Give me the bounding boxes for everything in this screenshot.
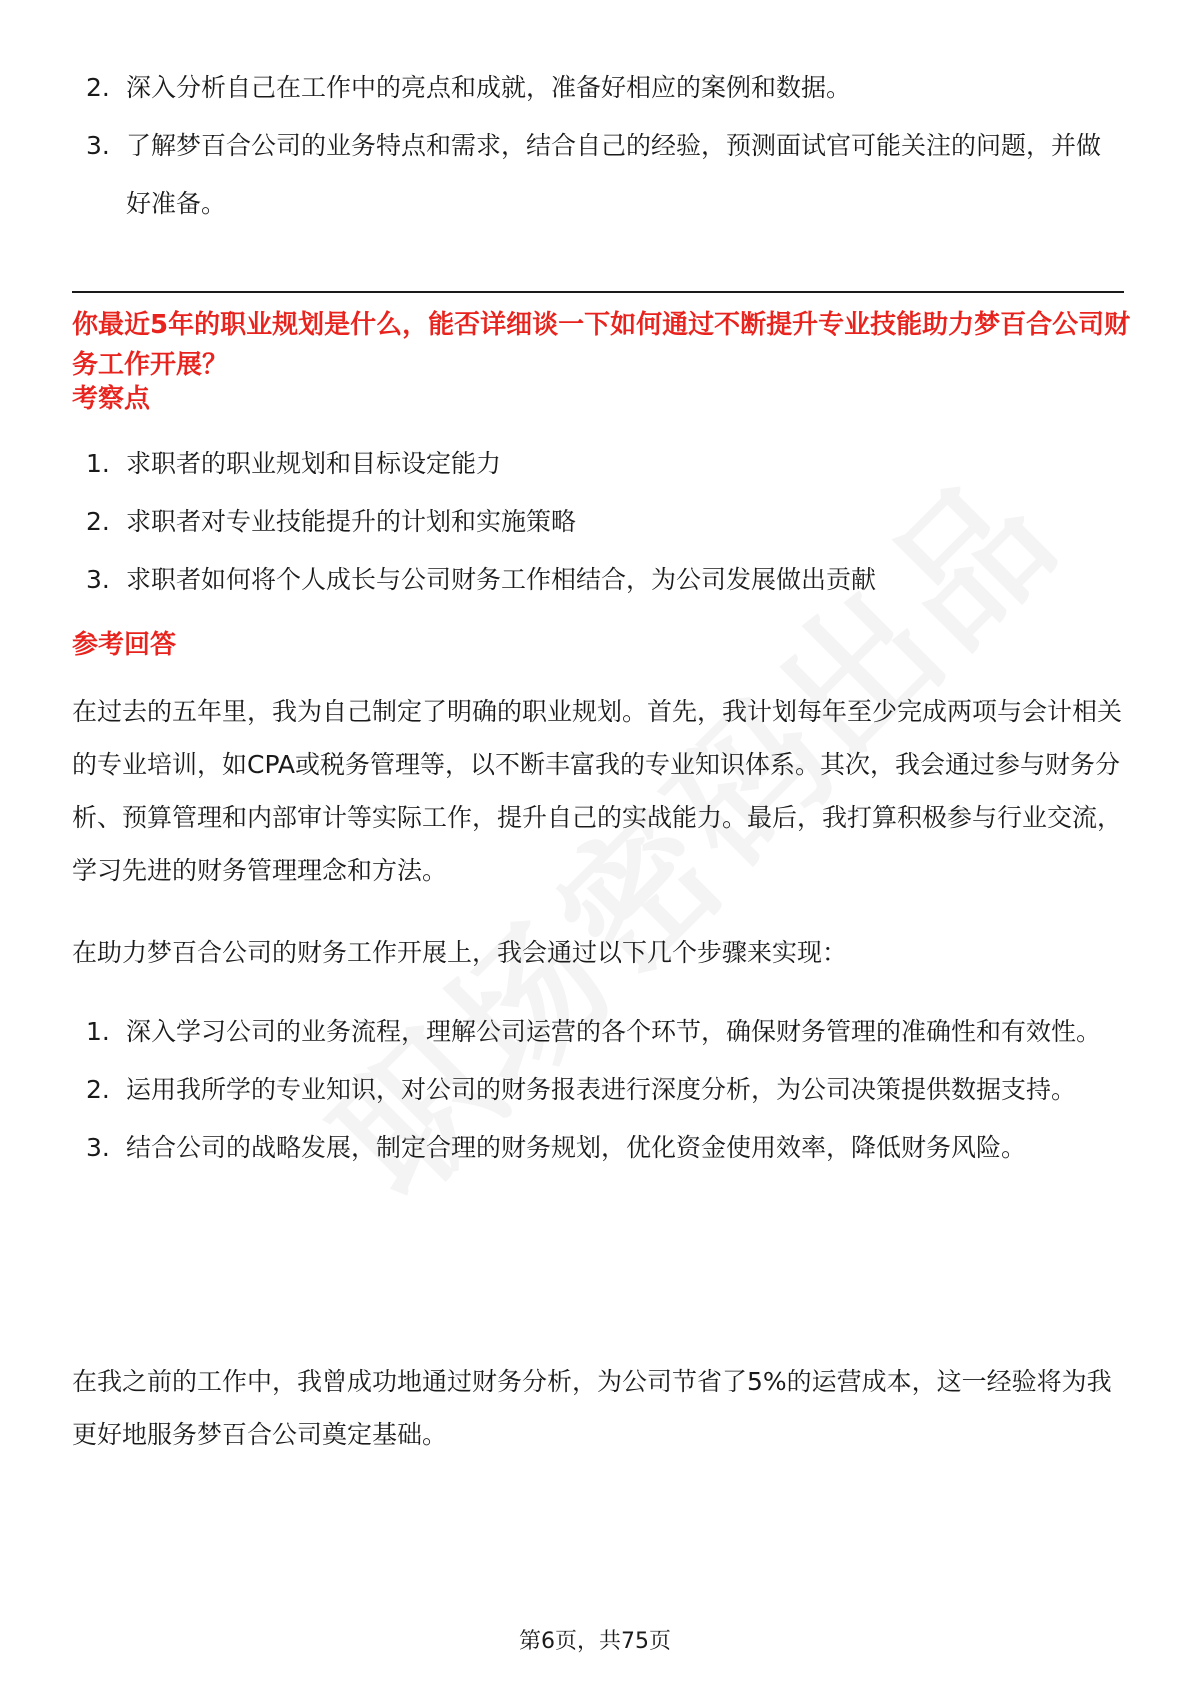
list-item: 3. 求职者如何将个人成长与公司财务工作相结合，为公司发展做出贡献 [86,565,877,594]
list-item-text: 深入分析自己在工作中的亮点和成就，准备好相应的案例和数据。 [126,73,852,102]
list-item-text: 了解梦百合公司的业务特点和需求，结合自己的经验，预测面试官可能关注的问题，并做好准备。 [126,131,1102,218]
steps-list [72,1003,1122,1177]
answer-paragraph-3: 在我之前的工作中，我曾成功地通过财务分析，为公司节省了5%的运营成本，这一经验将为我更好地服务梦百合公司奠定基础。 [72,1367,1112,1449]
list-item-text: 求职者的职业规划和目标设定能力 [126,449,502,478]
list-item: 2. 运用我所学的专业知识，对公司的财务报表进行深度分析，为公司决策提供数据支持。 [86,1075,1077,1104]
page-number: 第6页，共75页 [519,1629,671,1654]
list-item: 3. 了解梦百合公司的业务特点和需求，结合自己的经验，预测面试官可能关注的问题，并做好准备。 [86,131,1102,218]
top-list [72,59,1122,233]
list-item: 2. 深入分析自己在工作中的亮点和成就，准备好相应的案例和数据。 [86,73,852,102]
list-item-text: 求职者对专业技能提升的计划和实施策略 [126,507,577,536]
question-heading: 你最近5年的职业规划是什么，能否详细谈一下如何通过不断提升专业技能助力梦百合公司财务工作开展？ [72,310,1131,380]
list-item: 1. 求职者的职业规划和目标设定能力 [86,449,502,478]
section-divider [72,291,1124,293]
exam-points-list [72,435,1122,609]
list-item-text: 求职者如何将个人成长与公司财务工作相结合，为公司发展做出贡献 [126,565,877,594]
list-item-text: 运用我所学的专业知识，对公司的财务报表进行深度分析，为公司决策提供数据支持。 [126,1075,1077,1104]
list-item: 3. 结合公司的战略发展，制定合理的财务规划，优化资金使用效率，降低财务风险。 [86,1133,1027,1162]
list-item-text: 深入学习公司的业务流程，理解公司运营的各个环节，确保财务管理的准确性和有效性。 [126,1017,1102,1046]
reference-answer-label: 参考回答 [72,630,177,660]
answer-paragraph-2: 在助力梦百合公司的财务工作开展上，我会通过以下几个步骤来实现： [72,938,848,967]
exam-points-label: 考察点 [72,384,151,414]
list-item: 1. 深入学习公司的业务流程，理解公司运营的各个环节，确保财务管理的准确性和有效性。 [86,1017,1102,1046]
list-item-text: 结合公司的战略发展，制定合理的财务规划，优化资金使用效率，降低财务风险。 [126,1133,1027,1162]
answer-paragraph-1: 在过去的五年里，我为自己制定了明确的职业规划。首先，我计划每年至少完成两项与会计相关的专业培训，如CPA或税务管理等，以不断丰富我的专业知识体系。其次，我会通过参与财务分析、预算管理和内部审计等实际工作，提升自己的实战能力。最后，我打算积极参与行业交流，学习先进的财务管理理念和方法。 [72,697,1123,885]
list-item: 2. 求职者对专业技能提升的计划和实施策略 [86,507,577,536]
